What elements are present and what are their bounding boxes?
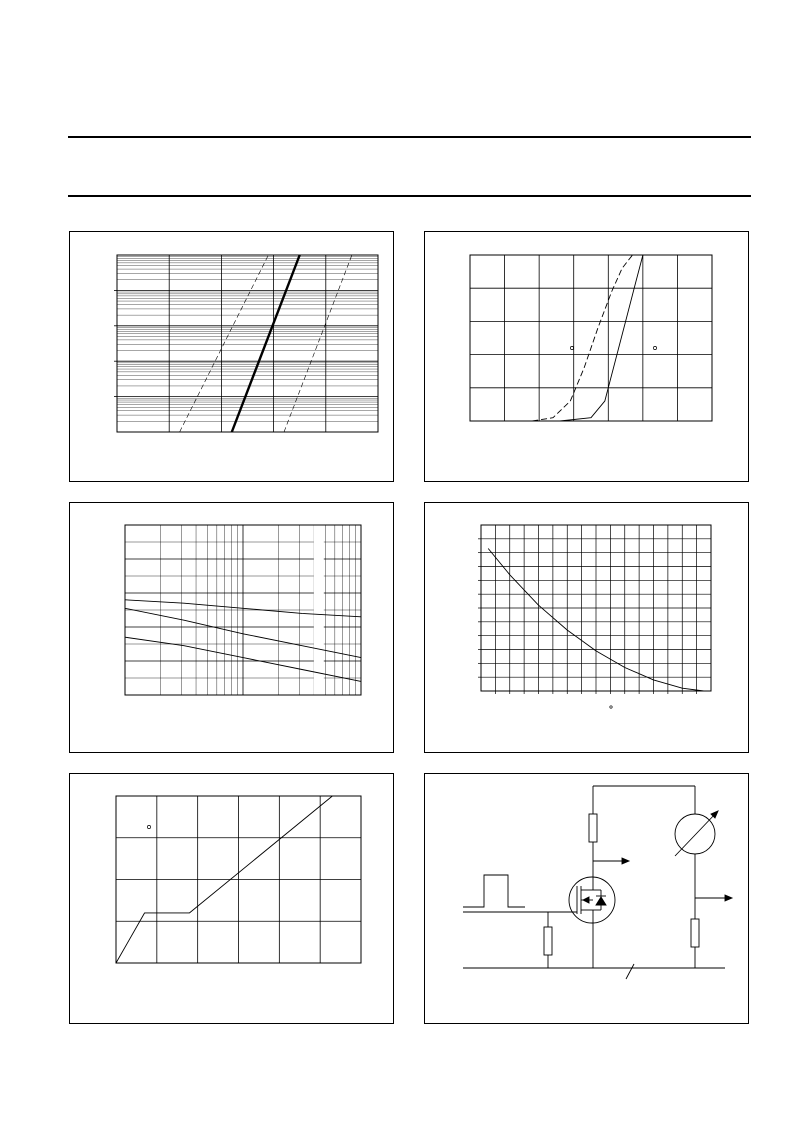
chart-fig2 xyxy=(425,232,750,483)
plot-frame xyxy=(117,255,378,432)
figure-panel-4 xyxy=(424,502,749,753)
chart-fig1 xyxy=(70,232,395,483)
chart-fig3 xyxy=(70,503,395,754)
header-rule-top xyxy=(68,136,751,138)
load-resistor xyxy=(691,919,699,947)
degree-mark xyxy=(570,346,573,349)
figure-panel-3 xyxy=(69,502,394,753)
drain-resistor xyxy=(589,814,597,842)
plot-frame xyxy=(470,255,712,421)
degree-mark xyxy=(653,346,656,349)
label-gap xyxy=(314,526,324,695)
chart-fig4 xyxy=(425,503,750,754)
figure-panel-2 xyxy=(424,231,749,482)
drain-arrow xyxy=(593,858,629,864)
chart-fig5 xyxy=(70,774,395,1025)
mosfet-symbol xyxy=(569,874,615,924)
series-dashed-right xyxy=(284,255,352,432)
degree-mark xyxy=(610,706,612,708)
degree-mark xyxy=(147,825,150,828)
supply-rail xyxy=(593,786,695,814)
figure-panel-1 xyxy=(69,231,394,482)
output-arrow xyxy=(695,895,732,901)
series-dashed-left xyxy=(180,255,269,432)
ground-tick xyxy=(626,964,634,979)
series-solid-center xyxy=(232,255,300,432)
figure-panel-5 xyxy=(69,773,394,1024)
pulse-generator-waveform xyxy=(463,875,525,907)
current-meter xyxy=(675,811,718,856)
gate-resistor xyxy=(544,927,552,955)
series-dashed xyxy=(532,255,632,421)
test-circuit-diagram xyxy=(425,774,750,1025)
header-rule-bottom xyxy=(68,195,751,197)
figure-panel-6 xyxy=(424,773,749,1024)
